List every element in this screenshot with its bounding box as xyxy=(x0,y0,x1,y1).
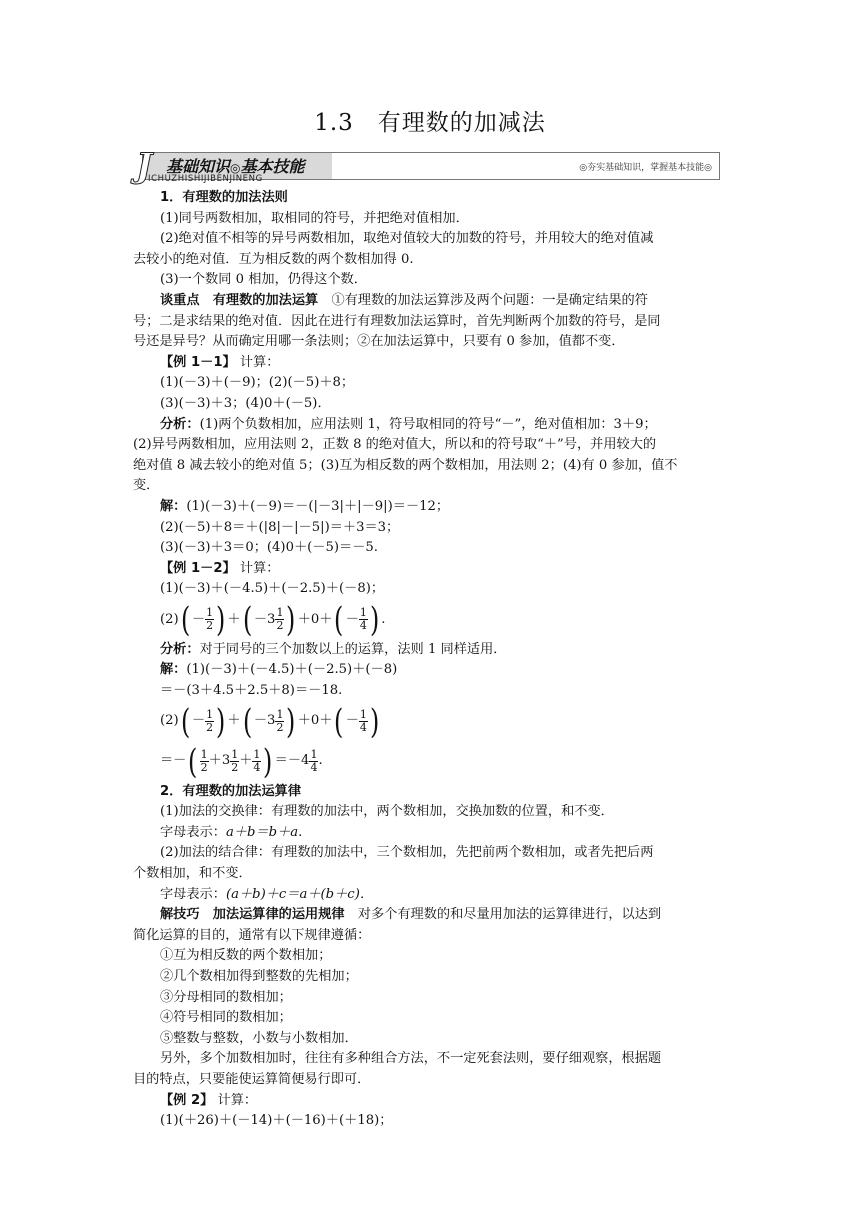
fraction xyxy=(359,709,368,734)
banner-pinyin: ICHUZHISHIJIBENJINENG xyxy=(148,174,263,184)
example-header xyxy=(133,559,731,580)
example-header xyxy=(133,1091,731,1112)
example-task: 计算： xyxy=(213,1092,258,1108)
formula-label: 字母表示： xyxy=(160,886,226,902)
paragraph-line: 简化运算的目的，通常有以下规律遵循： xyxy=(133,927,371,943)
tip-item: ②几个数相加得到整数的先相加； xyxy=(160,969,358,984)
numerator: 1 xyxy=(276,606,284,620)
tip-item: ④符号相同的数相加； xyxy=(160,1010,292,1026)
section-heading: 1．有理数的加法法则 xyxy=(160,190,288,205)
denominator: 4 xyxy=(310,761,318,775)
formula-label: 字母表示： xyxy=(160,824,226,840)
fraction xyxy=(275,607,284,632)
denominator: 4 xyxy=(359,619,367,633)
right-paren: ) xyxy=(286,599,296,640)
fraction xyxy=(230,749,239,774)
numerator: 1 xyxy=(310,748,318,762)
solution-text: (1)(－3)＋(－9)＝－(|－3|＋|－9|)＝－12； xyxy=(186,498,450,514)
tip-item: ①互为相反数的两个数相加； xyxy=(160,948,332,964)
solution-line: (2)(－5)＋8＝＋(|8|－|－5|)＝＋3＝3； xyxy=(160,519,400,535)
period: . xyxy=(318,753,323,769)
banner-slogan: ◎夯实基础知识，掌握基本技能◎ xyxy=(579,163,712,173)
operator: ＋ xyxy=(227,713,241,729)
frac-sign: － xyxy=(345,713,359,729)
numerator: 1 xyxy=(200,748,208,762)
rule-line: (3)一个数同 0 相加，仍得这个数． xyxy=(160,272,367,288)
period: . xyxy=(381,611,386,627)
tip-item: ③分母相同的数相加； xyxy=(160,989,292,1005)
tip-paragraph xyxy=(133,905,731,926)
solution-result-line xyxy=(133,742,731,782)
denominator: 2 xyxy=(200,761,208,775)
paragraph-line: 号还是异号？从而确定用哪一条法则；②在加法运算中，只要有 0 参加，值都不变． xyxy=(133,334,625,350)
tip-label: 解技巧 加法运算律的运用规律 xyxy=(160,907,345,923)
paragraph-line: 绝对值 8 减去较小的绝对值 5；(3)互为相反数的两个数相加，用法则 2；(4)有 0 参加，值不 xyxy=(133,457,678,473)
example-label: 【例 1－2】 xyxy=(160,560,236,576)
denominator: 2 xyxy=(231,761,239,775)
denominator: 2 xyxy=(206,619,214,633)
tip-text: 对多个有理数的和尽量用加法的运算律进行，以达到 xyxy=(344,907,662,923)
frac-sign: － xyxy=(345,611,359,627)
right-paren: ) xyxy=(216,701,226,742)
left-paren: ( xyxy=(180,701,190,742)
solution-line xyxy=(133,497,731,518)
operator: ＋0＋ xyxy=(297,713,333,729)
solution-line: ＝－(3＋4.5＋2.5＋8)＝－18. xyxy=(160,683,343,699)
right-paren: ) xyxy=(369,599,380,640)
paragraph-line: 号；二是求结果的绝对值．因此在进行有理数加法运算时，首先判断两个加数的符号，是同 xyxy=(133,313,661,329)
question-line-fractions xyxy=(133,600,731,640)
banner-letter: J xyxy=(136,146,153,186)
equals-minus: ＝－ xyxy=(160,753,187,769)
denominator: 2 xyxy=(276,619,284,633)
solution-line xyxy=(133,660,731,681)
analysis-line xyxy=(133,415,731,436)
solution-text: (1)(－3)＋(－4.5)＋(－2.5)＋(－8) xyxy=(186,662,398,678)
formula-line xyxy=(133,885,731,906)
left-paren: ( xyxy=(242,701,252,742)
question-line: (1)(＋26)＋(－14)＋(－16)＋(＋18)； xyxy=(160,1113,393,1129)
left-paren: ( xyxy=(180,599,190,640)
focus-paragraph xyxy=(133,291,731,312)
right-paren: ) xyxy=(263,741,273,782)
fraction xyxy=(252,749,261,774)
numerator: 1 xyxy=(206,606,214,620)
result: ＝－4 xyxy=(274,753,310,769)
numerator: 1 xyxy=(253,748,261,762)
law-line: (1)加法的交换律：有理数的加法中，两个数相加，交换加数的位置，和不变． xyxy=(160,804,614,820)
numerator: 1 xyxy=(231,748,239,762)
example-label: 【例 1－1】 xyxy=(160,354,236,370)
denominator: 4 xyxy=(253,761,261,775)
formula: (a＋b)＋c＝a＋(b＋c)． xyxy=(225,886,374,902)
example-header xyxy=(133,353,731,374)
left-paren: ( xyxy=(242,599,252,640)
solution-line: (3)(－3)＋3＝0；(4)0＋(－5)＝－5. xyxy=(160,540,378,556)
analysis-line xyxy=(133,640,731,661)
denominator: 2 xyxy=(276,721,284,735)
operator: ＋ xyxy=(227,611,241,627)
example-task: 计算： xyxy=(235,560,280,576)
analysis-label: 分析： xyxy=(160,641,200,657)
fraction xyxy=(205,607,214,632)
right-paren: ) xyxy=(286,701,296,742)
numerator: 1 xyxy=(359,606,367,620)
page-title: 1.3 有理数的加减法 xyxy=(314,110,546,136)
analysis-label: 分析： xyxy=(160,416,200,432)
formula: a＋b＝b＋a. xyxy=(225,824,303,840)
focus-text: ①有理数的加法运算涉及两个问题：一是确定结果的符 xyxy=(331,292,648,308)
banner-title-part1: 基础知识 xyxy=(166,157,231,176)
formula-line xyxy=(133,823,731,844)
operator: ＋0＋ xyxy=(297,611,333,627)
paragraph-line: 目的特点，只要能使运算简便易行即可． xyxy=(133,1071,371,1087)
operator: ＋ xyxy=(239,753,253,769)
rule-line: 去较小的绝对值．互为相反数的两个数相加得 0. xyxy=(133,251,414,267)
numerator: 1 xyxy=(206,708,214,722)
question-prefix: (2) xyxy=(160,611,179,627)
numerator: 1 xyxy=(359,708,367,722)
frac-sign: －3 xyxy=(253,713,276,729)
fraction xyxy=(205,709,214,734)
question-line: (1)(－3)＋(－9)；(2)(－5)＋8； xyxy=(160,375,355,391)
denominator: 4 xyxy=(359,721,367,735)
right-paren: ) xyxy=(369,701,380,742)
numerator: 1 xyxy=(276,708,284,722)
rule-line: (2)绝对值不相等的异号两数相加，取绝对值较大的加数的符号，并用较大的绝对值减 xyxy=(160,231,654,247)
paragraph-line: 另外，多个加数相加时，往往有多种组合方法，不一定死套法则，要仔细观察，根据题 xyxy=(160,1051,662,1067)
right-paren: ) xyxy=(216,599,226,640)
question-line: (3)(－3)＋3；(4)0＋(－5)． xyxy=(160,395,331,411)
left-paren: ( xyxy=(334,701,344,742)
section-banner xyxy=(136,146,722,186)
question-line: (1)(－3)＋(－4.5)＋(－2.5)＋(－8)； xyxy=(160,581,385,597)
rule-line: (1)同号两数相加，取相同的符号，并把绝对值相加． xyxy=(160,210,469,226)
banner-title-part2: 基本技能 xyxy=(240,157,305,176)
tip-item: ⑤整数与整数，小数与小数相加． xyxy=(160,1030,358,1046)
frac-sign: － xyxy=(191,713,206,729)
focus-label: 谈重点 有理数的加法运算 xyxy=(160,292,319,308)
fraction xyxy=(359,607,368,632)
frac-sign: － xyxy=(191,611,206,627)
denominator: 2 xyxy=(206,721,214,735)
left-paren: ( xyxy=(188,741,198,782)
left-paren: ( xyxy=(334,599,344,640)
fraction xyxy=(275,709,284,734)
operator: ＋3 xyxy=(208,753,231,769)
analysis-text: 对于同号的三个加数以上的运算，法则 1 同样适用． xyxy=(199,641,507,657)
solution-label: 解： xyxy=(160,662,187,678)
law-line: (2)加法的结合律：有理数的加法中，三个数相加，先把前两个数相加，或者先把后两 xyxy=(160,845,654,861)
example-task: 计算： xyxy=(235,354,280,370)
solution-label: 解： xyxy=(160,498,187,514)
section-heading: 2．有理数的加法运算律 xyxy=(160,783,302,799)
document-body xyxy=(133,188,731,1132)
banner-title: 基础知识◎基本技能 xyxy=(166,157,305,176)
example-label: 【例 2】 xyxy=(160,1092,214,1108)
fraction xyxy=(200,749,209,774)
solution-line-fractions xyxy=(133,702,731,742)
paragraph-line: 变． xyxy=(133,478,160,494)
frac-sign: －3 xyxy=(253,611,276,627)
paragraph-line: 个数相加，和不变． xyxy=(133,866,252,882)
paragraph-line: (2)异号两数相加，应用法则 2，正数 8 的绝对值大，所以和的符号取“＋”号，并用较大的 xyxy=(133,437,657,453)
fraction xyxy=(309,749,318,774)
question-prefix: (2) xyxy=(160,713,179,729)
analysis-text: (1)两个负数相加，应用法则 1，符号取相同的符号“－”，绝对值相加：3＋9； xyxy=(199,416,657,432)
